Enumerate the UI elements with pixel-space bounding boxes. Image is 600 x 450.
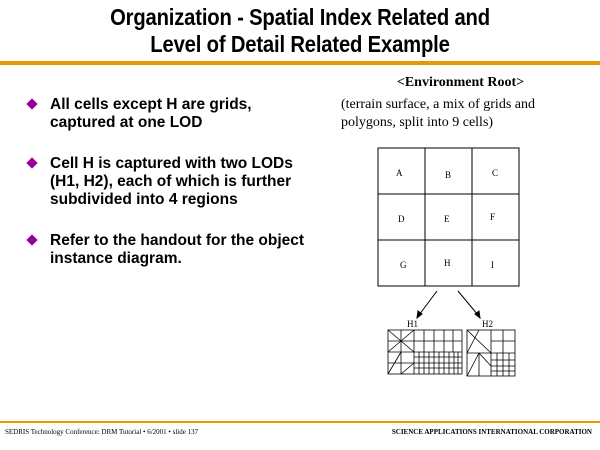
cell-labels: [396, 168, 498, 270]
lod-label-h2: H2: [482, 319, 493, 329]
arrow-to-h1: [419, 291, 437, 315]
cell-label-f: F: [490, 212, 496, 222]
cell-label-b: B: [445, 170, 452, 180]
cell-label-d: D: [398, 214, 405, 224]
lod-h1-diagram: [388, 330, 462, 374]
cell-label-a: A: [396, 168, 403, 178]
lod-arrows: [417, 291, 480, 318]
environment-description: (terrain surface, a mix of grids and polygons, split into 9 cells): [341, 97, 535, 130]
lod-h2-diagram: [467, 330, 515, 376]
footer-divider: [0, 421, 600, 423]
bullet-text: Refer to the handout for the object instance diagram.: [50, 232, 305, 267]
slide-title-line-1: Organization - Spatial Index Related and: [110, 4, 490, 30]
slide-title-line-2: Level of Detail Related Example: [150, 31, 450, 57]
cell-label-c: C: [492, 168, 499, 178]
cell-label-e: E: [444, 214, 450, 224]
cell-label-h: H: [444, 258, 451, 268]
arrow-to-h2: [458, 291, 478, 315]
footer-organization: SCIENCE APPLICATIONS INTERNATIONAL CORPORATION: [391, 428, 592, 436]
footer-conference-info: SEDRIS Technology Conference: DRM Tutorial • 6/2001 • slide 137: [5, 428, 199, 436]
bullet-text: All cells except H are grids, captured at one LOD: [50, 96, 252, 131]
cell-label-g: G: [400, 260, 407, 270]
cell-label-i: I: [491, 260, 494, 270]
bullet-text: Cell H is captured with two LODs (H1, H2), each of which is further subdivided into 4 regions: [50, 155, 293, 208]
lod-label-h1: H1: [407, 319, 418, 329]
environment-root-label: <Environment Root>: [396, 75, 525, 90]
